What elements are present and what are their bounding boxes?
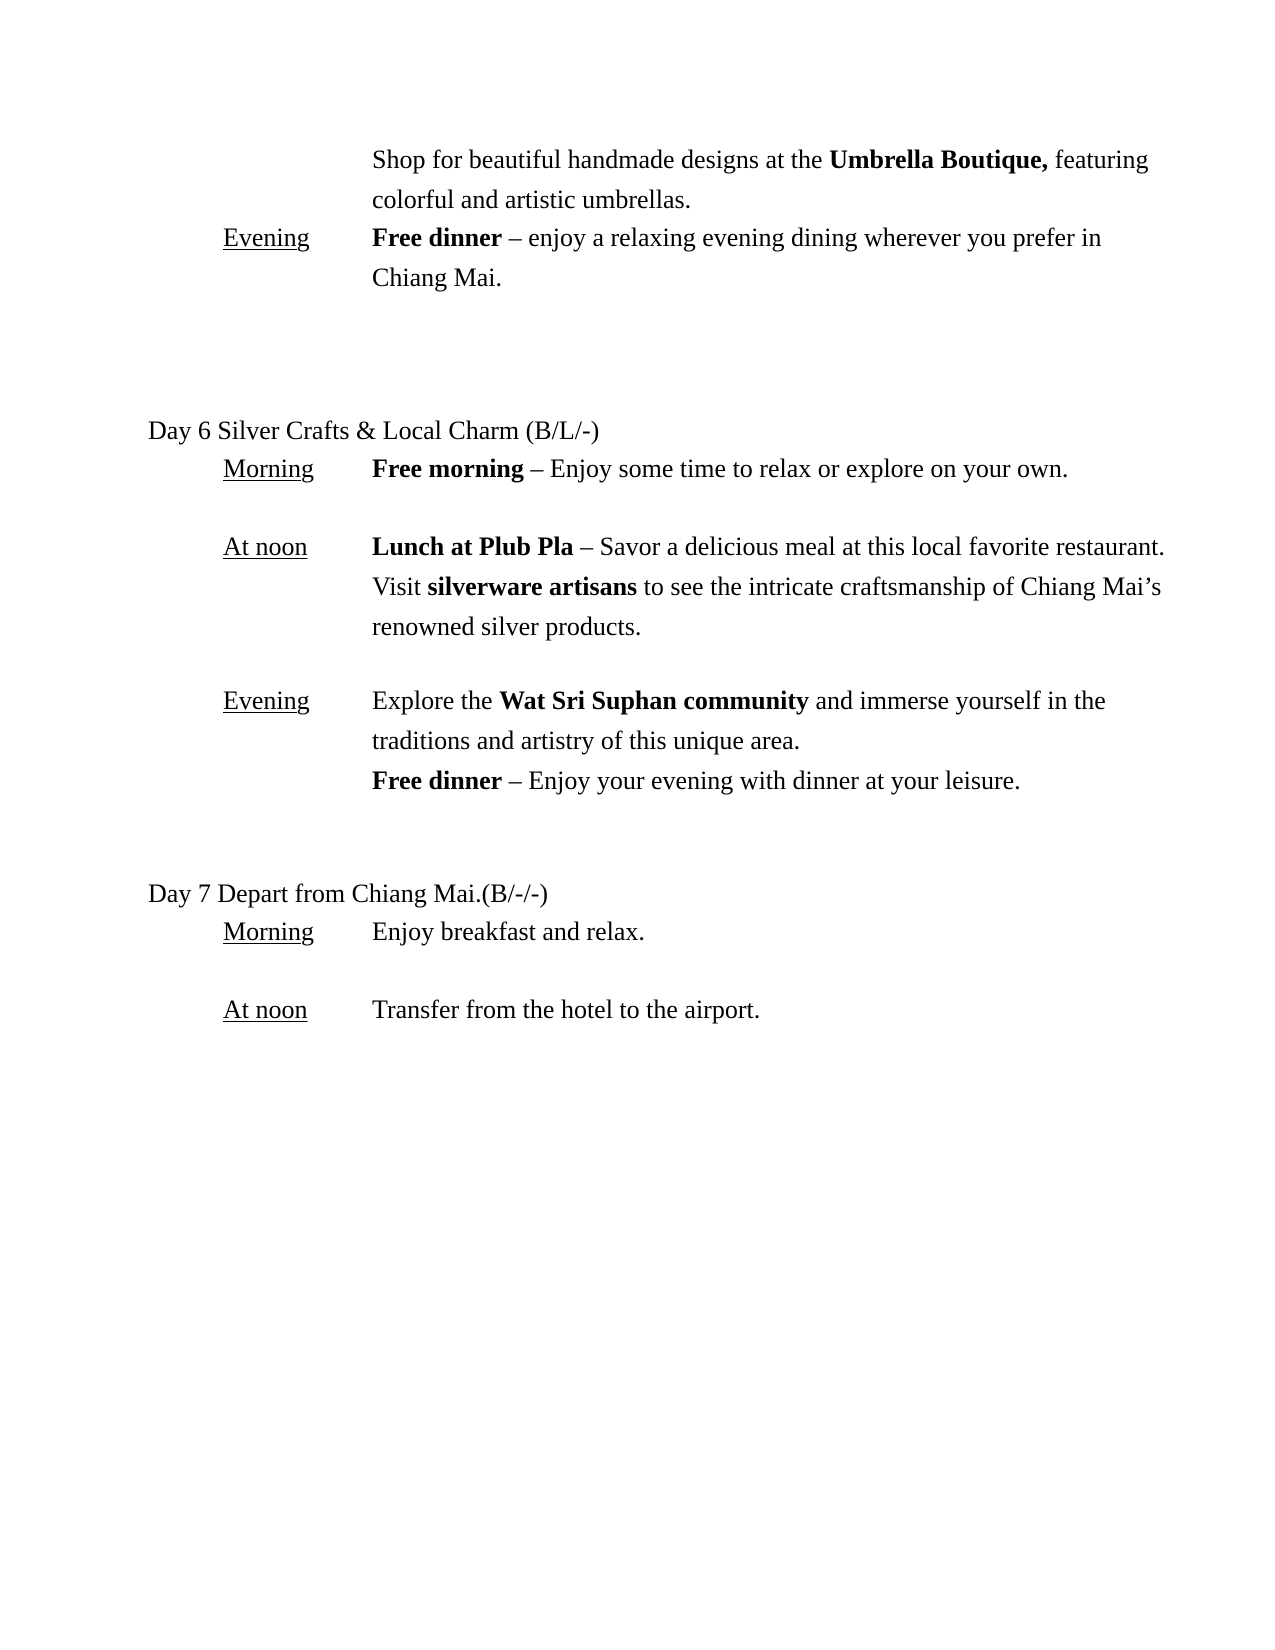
day6-noon-paragraph: Lunch at Plub Pla – Savor a delicious meal at this local favorite restaurant. Visit silverware artisans to see the intricate craftsmanship of Chiang Mai’s renowned silver products. (372, 532, 1165, 641)
day6-morning-label: Morning (223, 454, 314, 483)
day6-morning-paragraph: Free morning – Enjoy some time to relax or explore on your own. (372, 454, 1069, 483)
day5-evening-paragraph: Free dinner – enjoy a relaxing evening dining wherever you prefer in Chiang Mai. (372, 223, 1102, 292)
day6-evening-paragraph: Explore the Wat Sri Suphan community and immerse yourself in the traditions and artistry of this unique area. Free dinner – Enjoy your evening with dinner at your leisure. (372, 686, 1106, 795)
day6-evening-label: Evening (223, 686, 310, 715)
day6-noon-label: At noon (223, 532, 308, 561)
day7-morning-label: Morning (223, 917, 314, 946)
day7-morning-paragraph: Enjoy breakfast and relax. (372, 917, 645, 946)
day7-noon-paragraph: Transfer from the hotel to the airport. (372, 995, 761, 1024)
umbrella-boutique-paragraph: Shop for beautiful handmade designs at the Umbrella Boutique, featuring colorful and artistic umbrellas. (372, 145, 1149, 214)
umbrella-boutique-name: Umbrella Boutique, (829, 145, 1049, 174)
day6-heading: Day 6 Silver Crafts & Local Charm (B/L/-) (148, 416, 600, 445)
day5-evening-label: Evening (223, 223, 310, 252)
day7-heading: Day 7 Depart from Chiang Mai.(B/-/-) (148, 879, 549, 908)
day7-noon-label: At noon (223, 995, 308, 1024)
